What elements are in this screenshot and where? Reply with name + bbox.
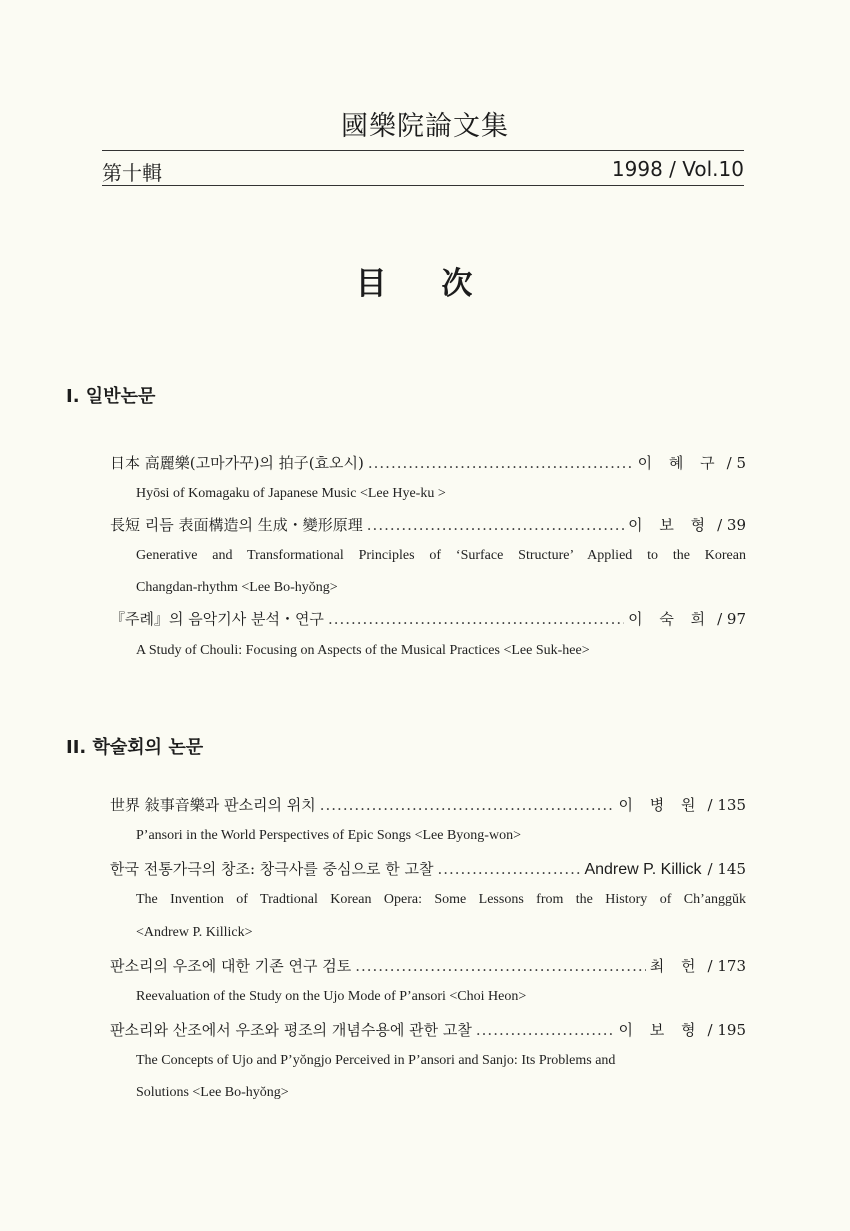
entry-title: 世界 敍事音樂과 판소리의 위치 [110, 796, 316, 814]
toc-entry[interactable] [110, 858, 746, 879]
dot-leader [320, 796, 615, 814]
toc-entry[interactable] [110, 955, 746, 976]
entry-author: 이 보 형 [628, 516, 712, 534]
entry-page: / 145 [707, 860, 746, 878]
dot-leader [476, 1021, 615, 1039]
toc-title: 目 次 [355, 266, 495, 302]
header-rule-top [102, 150, 744, 151]
entry-english-title: P’ansori in the World Perspectives of Epic Songs <Lee Byong-won> [136, 828, 521, 843]
entry-english-title-cont: Solutions <Lee Bo-hyŏng> [136, 1085, 289, 1100]
entry-author: 최 헌 [649, 957, 702, 975]
entry-author: 이 보 형 [618, 1021, 702, 1039]
entry-author: 이 혜 구 [637, 454, 721, 472]
entry-english-title: Generative and Transformational Principles of ‘Surface Structure’ Applied to the Korean [136, 548, 746, 563]
entry-author: 이 숙 희 [628, 610, 712, 628]
entry-english-title: A Study of Chouli: Focusing on Aspects of the Musical Practices <Lee Suk-hee> [136, 643, 590, 658]
dot-leader [437, 860, 580, 878]
entry-english-title-cont: Changdan-rhythm <Lee Bo-hyŏng> [136, 580, 338, 595]
volume-korean: 第十輯 [102, 161, 162, 185]
section-heading-general-papers: I. 일반논문 [66, 386, 156, 407]
entry-page: / 173 [707, 957, 746, 975]
entry-page: / 195 [707, 1021, 746, 1039]
entry-english-title: Reevaluation of the Study on the Ujo Mode of P’ansori <Choi Heon> [136, 989, 527, 1004]
dot-leader [368, 454, 634, 472]
entry-title: 판소리의 우조에 대한 기존 연구 검토 [110, 957, 352, 975]
volume-year: 1998 / Vol.10 [611, 157, 744, 181]
toc-entry[interactable] [110, 452, 746, 473]
entry-author: Andrew P. Killick [584, 861, 702, 878]
entry-title: 판소리와 산조에서 우조와 평조의 개념수용에 관한 고찰 [110, 1021, 472, 1039]
entry-english-title-cont: <Andrew P. Killick> [136, 925, 253, 940]
toc-entry[interactable] [110, 514, 746, 535]
header-rule-bottom [102, 185, 744, 186]
entry-english-title: Hyōsi of Komagaku of Japanese Music <Lee Hye-ku > [136, 486, 446, 501]
entry-page: / 97 [717, 610, 746, 628]
entry-english-title: The Concepts of Ujo and P’yŏngjo Perceived in P’ansori and Sanjo: Its Problems and [136, 1053, 616, 1068]
dot-leader [355, 957, 646, 975]
entry-title: 『주례』의 음악기사 분석・연구 [110, 610, 324, 628]
entry-page: / 39 [717, 516, 746, 534]
toc-entry[interactable] [110, 1019, 746, 1040]
entry-page: / 5 [726, 454, 746, 472]
entry-title: 長短 리듬 表面構造의 生成・變形原理 [110, 516, 363, 534]
section-heading-conference-papers: II. 학술회의 논문 [66, 737, 204, 758]
entry-page: / 135 [707, 796, 746, 814]
entry-author: 이 병 원 [618, 796, 702, 814]
dot-leader [367, 516, 624, 534]
entry-title: 한국 전통가극의 창조: 창극사를 중심으로 한 고찰 [110, 860, 434, 878]
volume-header [102, 157, 744, 186]
entry-english-title: The Invention of Tradtional Korean Opera: Some Lessons from the History of Ch’anggŭk [136, 892, 746, 907]
toc-entry[interactable] [110, 608, 746, 629]
toc-entry[interactable] [110, 794, 746, 815]
dot-leader [328, 610, 624, 628]
entry-title: 日本 高麗樂(고마가꾸)의 拍子(효오시) [110, 454, 364, 472]
journal-title: 國樂院論文集 [341, 111, 509, 142]
